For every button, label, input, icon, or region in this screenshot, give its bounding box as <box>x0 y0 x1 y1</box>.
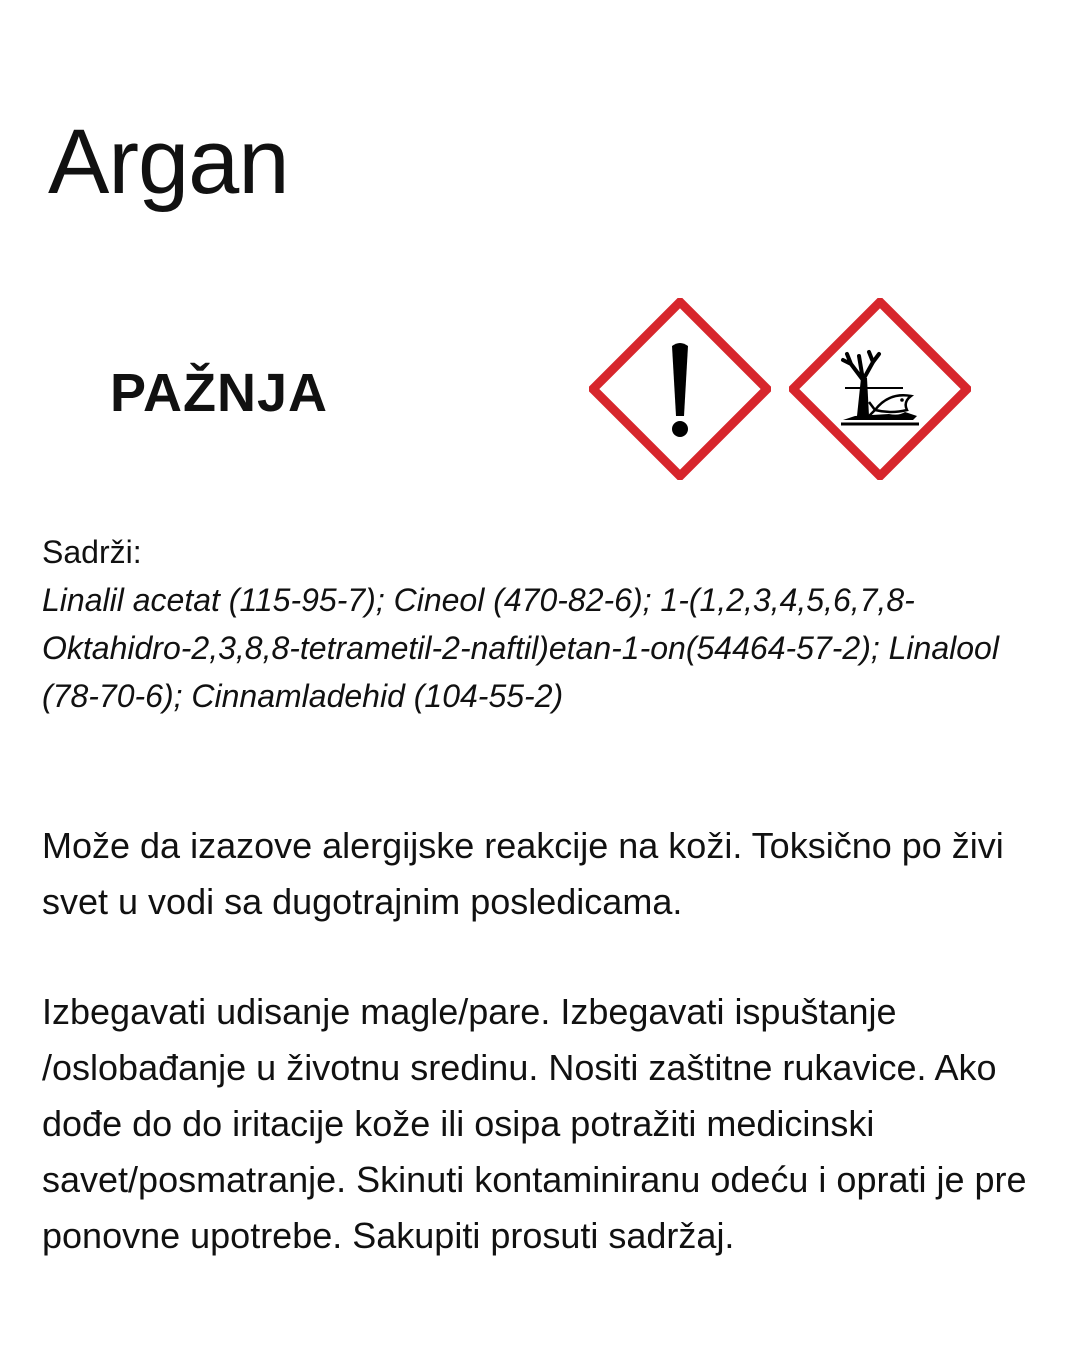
precautionary-statements: Izbegavati udisanje magle/pare. Izbegavati ispuštanje /oslobađanje u životnu sredinu. Nositi zaštitne rukavice. Ako dođe do do iritacije kože ili osipa potražiti medicinski savet/posmatranje. Skinuti kontaminiranu odeću i oprati je pre ponovne upotrebe. Sakupiti prosuti sadržaj. <box>42 991 1027 1256</box>
signal-word: PAŽNJA <box>110 363 329 423</box>
contains-label: Sadrži: <box>42 534 142 570</box>
contains-section <box>42 528 1042 720</box>
environment-icon <box>789 298 971 480</box>
hazard-statements: Može da izazove alergijske reakcije na koži. Toksično po živi svet u vodi sa dugotrajnim posledicama. <box>42 825 1004 922</box>
product-title: Argan <box>48 111 289 213</box>
substance-list: Linalil acetat (115-95-7); Cineol (470-82-6); 1-(1,2,3,4,5,6,7,8-Oktahidro-2,3,8,8-tetrametil-2-naftil)etan-1-on(54464-57-2); Linalool (78-70-6); Cinnamladehid (104-55-2) <box>42 582 999 714</box>
exclamation-mark-icon <box>589 298 771 480</box>
